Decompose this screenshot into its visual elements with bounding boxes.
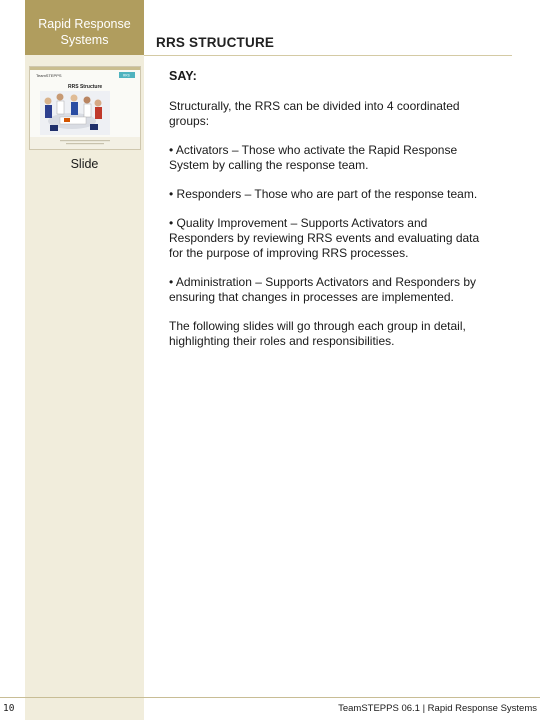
footer-text: TeamSTEPPS 06.1 | Rapid Response Systems (338, 703, 537, 714)
notes-paragraph-intro: Structurally, the RRS can be divided into 4 coordinated groups: (169, 99, 460, 128)
slide-thumbnail-graphic (30, 67, 140, 149)
slide-thumbnail (29, 66, 141, 150)
footer-divider (0, 697, 540, 698)
slide-logo-text: TeamSTEPPS (36, 73, 62, 78)
section-tag-line1: Rapid Response (38, 17, 131, 31)
notes-bullet-activators: • Activators – Those who activate the Rapid Response System by calling the response team. (169, 143, 458, 172)
page-title: RRS STRUCTURE (156, 35, 275, 50)
page-number: 10 (3, 703, 15, 714)
slide-label: Slide (70, 157, 99, 171)
slide-title-text: RRS Structure (68, 84, 103, 90)
page-footer (0, 697, 540, 720)
header-divider (144, 55, 512, 56)
slide-illustration (40, 91, 110, 135)
notes-bullet-quality-improvement: • Quality Improvement – Supports Activators and Responders by reviewing RRS events and evaluating data for the purpose of improving RRS processes. (169, 216, 480, 260)
notes-bullet-responders: • Responders – Those who are part of the response team. (169, 187, 478, 201)
slide-badge-text: RRS (123, 73, 130, 78)
section-tag (25, 0, 144, 55)
notes-paragraph-closing: The following slides will go through each group in detail, highlighting their roles and responsibilities. (169, 319, 466, 348)
section-tag-line2: Systems (60, 33, 109, 47)
say-label: SAY: (169, 69, 197, 83)
speaker-notes (169, 69, 487, 363)
notes-bullet-administration: • Administration – Supports Activators and Responders by ensuring that changes in processes are implemented. (169, 275, 477, 304)
